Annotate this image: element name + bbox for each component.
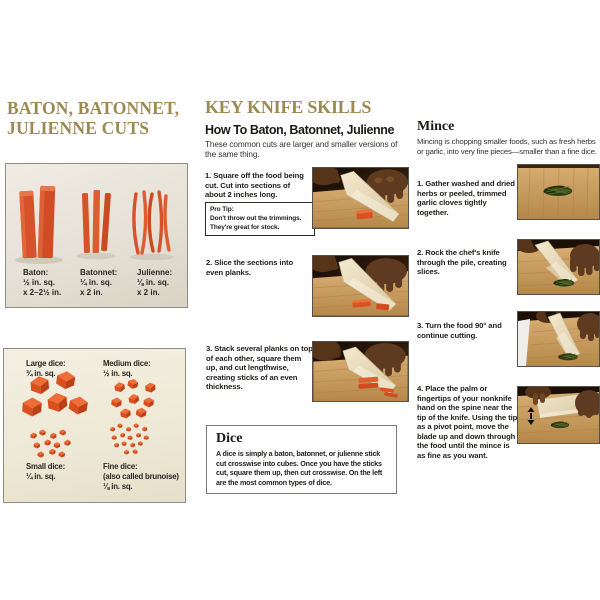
page-title-line2: JULIENNE CUTS (7, 117, 150, 138)
how-to-intro-text: These common cuts are larger and smaller versions of the same thing. (205, 140, 398, 160)
section-title-mince: Mince (417, 119, 455, 134)
dice-label-medium (103, 359, 178, 379)
baton-step-3-text: 3. Stack several planks on top of each other, square them up, and cut lengthwise, creating sticks of an even thickness. (206, 344, 313, 392)
cut-label-batonnet (80, 268, 135, 299)
dice-panel-heading: Dice (216, 431, 243, 446)
pro-tip-box (205, 202, 315, 236)
dice-name: Large dice: (26, 359, 66, 368)
dice-label-fine (103, 462, 187, 492)
mince-intro-text: Mincing is chopping smaller foods, such as fresh herbs or garlic, into very fine pieces—smaller than a fine dice. (417, 137, 597, 156)
cut-name: Batonnet: (80, 268, 118, 277)
mince-step-3-text: 3. Turn the food 90° and continue cutting. (417, 321, 502, 340)
cut-name: Julienne: (137, 268, 173, 277)
mince-step-1-text: 1. Gather washed and dried herbs or peeled, trimmed garlic cloves tightly together. (417, 179, 515, 217)
baton-step-2-photo (312, 255, 409, 317)
dice-name: Medium dice: (103, 359, 151, 368)
baton-step-1-photo (312, 167, 409, 229)
mince-step-4-photo (517, 386, 600, 444)
dice-alias: (also called brunoise) (103, 471, 179, 481)
baton-step-3-photo (312, 341, 409, 402)
cut-size: ¼ in. sq. (80, 278, 113, 288)
cut-size: ⅛ in. sq. (137, 278, 170, 288)
dice-name: Small dice: (26, 462, 65, 471)
mince-step-4-text: 4. Place the palm or fingertips of your nonknife hand on the spine near the tip of the knife. Using the tip as a pivot point, move the blade up and down through the food until the mince is as fine as you want. (417, 384, 518, 460)
mince-step-1-photo (517, 164, 600, 220)
dice-size: ⅛ in. sq. (103, 481, 133, 491)
dice-label-large (26, 359, 96, 379)
cuts-photo-box (5, 163, 188, 308)
cut-label-baton (23, 268, 78, 299)
carrot-sticks-illustration (6, 164, 187, 267)
cut-label-julienne (137, 268, 187, 299)
baton-step-2-text: 2. Slice the sections into even planks. (206, 258, 294, 277)
dice-size: ¾ in. sq. (26, 368, 56, 378)
page-title-line1: BATON, BATONNET, (7, 98, 180, 118)
dice-panel-body: A dice is simply a baton, batonnet, or julienne stick cut crosswise into cubes. Once you have the sticks cut, square them up, then cut crosswise. On the left are the most common types of dice. (216, 449, 383, 487)
pro-tip-line1: Don't throw out the trimmings. (210, 214, 302, 222)
dice-size: ½ in. sq. (103, 368, 133, 378)
dice-size: ¼ in. sq. (26, 471, 56, 481)
subsection-title-how-to: How To Baton, Batonnet, Julienne (205, 123, 395, 137)
cut-length: x 2–2½ in. (23, 288, 62, 298)
cut-name: Baton: (23, 268, 49, 277)
pro-tip-title: Pro Tip: (210, 206, 234, 213)
dice-name: Fine dice: (103, 462, 138, 471)
cut-length: x 2 in. (80, 288, 103, 298)
dice-photo-box (3, 348, 186, 503)
dice-definition-panel (206, 425, 397, 494)
pro-tip-line2: They're great for stock. (210, 223, 280, 231)
dice-label-small (26, 462, 96, 482)
page-title (7, 99, 197, 138)
cut-size: ½ in. sq. (23, 278, 56, 288)
mince-step-2-text: 2. Rock the chef's knife through the pile, creating slices. (417, 248, 507, 277)
mince-step-3-photo (517, 311, 600, 367)
mince-step-2-photo (517, 239, 600, 295)
section-title-key-knife-skills: KEY KNIFE SKILLS (205, 97, 372, 117)
baton-step-1-text: 1. Square off the food being cut. Cut into sections of about 2 inches long. (205, 171, 304, 200)
cut-length: x 2 in. (137, 288, 160, 298)
